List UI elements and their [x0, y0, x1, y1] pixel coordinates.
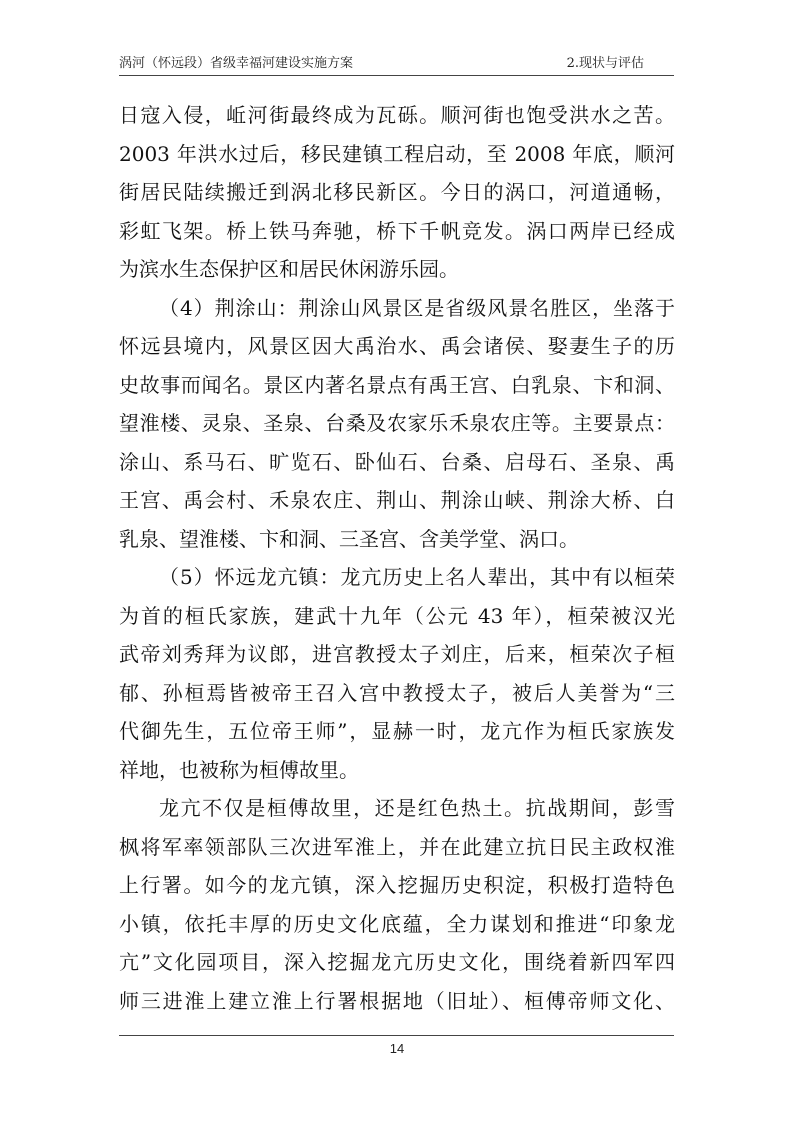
text-line: 彩虹飞架。桥上铁马奔驰，桥下千帆竞发。涡口两岸已经成 [119, 218, 675, 243]
text-line: 为滨水生态保护区和居民休闲游乐园。 [119, 257, 459, 281]
body-text [119, 96, 675, 1020]
text-line: 为首的桓氏家族，建武十九年（公元 43 年），桓荣被汉光 [119, 603, 675, 628]
header-document-title: 涡河（怀远段）省级幸福河建设实施方案 [119, 56, 354, 71]
text-line: 怀远县境内，风景区因大禹治水、禹会诸侯、娶妻生子的历 [119, 334, 675, 358]
text-line: 史故事而闻名。景区内著名景点有禹王宫、白乳泉、卞和洞、 [119, 372, 675, 397]
text-line: 郁、孙桓焉皆被帝王召入宫中教授太子，被后人美誉为“三 [119, 680, 675, 705]
text-line: 枫将军率领部队三次进军淮上，并在此建立抗日民主政权淮 [119, 834, 675, 859]
running-header [119, 52, 674, 74]
text-line: （4）荆涂山：荆涂山风景区是省级风景名胜区，坐落于 [159, 295, 675, 320]
text-line: 街居民陆续搬迁到涡北移民新区。今日的涡口，河道通畅， [119, 180, 675, 204]
text-line: 涂山、系马石、旷览石、卧仙石、台桑、启母石、圣泉、禹 [119, 449, 675, 474]
text-line: 师三进淮上建立淮上行署根据地（旧址）、桓傅帝师文化、 [119, 988, 675, 1013]
text-line: 王宫、禹会村、禾泉农庄、荆山、荆涂山峡、荆涂大桥、白 [119, 488, 675, 512]
text-line: 望淮楼、灵泉、圣泉、台桑及农家乐禾泉农庄等。主要景点： [119, 411, 675, 435]
text-line: 上行署。如今的龙亢镇，深入挖掘历史积淀，积极打造特色 [119, 873, 675, 897]
text-line: 龙亢不仅是桓傅故里，还是红色热土。抗战期间，彭雪 [159, 796, 675, 820]
text-line: 武帝刘秀拜为议郎，进宫教授太子刘庄，后来，桓荣次子桓 [119, 642, 675, 666]
text-line: 祥地，也被称为桓傅故里。 [119, 757, 359, 782]
text-line: 小镇，依托丰厚的历史文化底蕴，全力谋划和推进“印象龙 [119, 911, 675, 936]
text-line: 2003 年洪水过后，移民建镇工程启动，至 2008 年底，顺河 [119, 141, 675, 166]
text-line: 乳泉、望淮楼、卞和洞、三圣宫、含美学堂、涡口。 [119, 526, 579, 551]
header-rule [119, 75, 674, 76]
footer-rule [119, 1035, 674, 1036]
text-line: 亢”文化园项目，深入挖掘龙亢历史文化，围绕着新四军四 [119, 950, 675, 974]
text-line: 日寇入侵，岴河街最终成为瓦砾。顺河街也饱受洪水之苦。 [119, 103, 675, 127]
header-section-title: 2.现状与评估 [566, 56, 644, 71]
text-line: 代御先生，五位帝王师”，显赫一时，龙亢作为桓氏家族发 [119, 719, 675, 743]
page-number: 14 [389, 1041, 405, 1056]
text-line: （5）怀远龙亢镇：龙亢历史上名人辈出，其中有以桓荣 [159, 565, 675, 589]
